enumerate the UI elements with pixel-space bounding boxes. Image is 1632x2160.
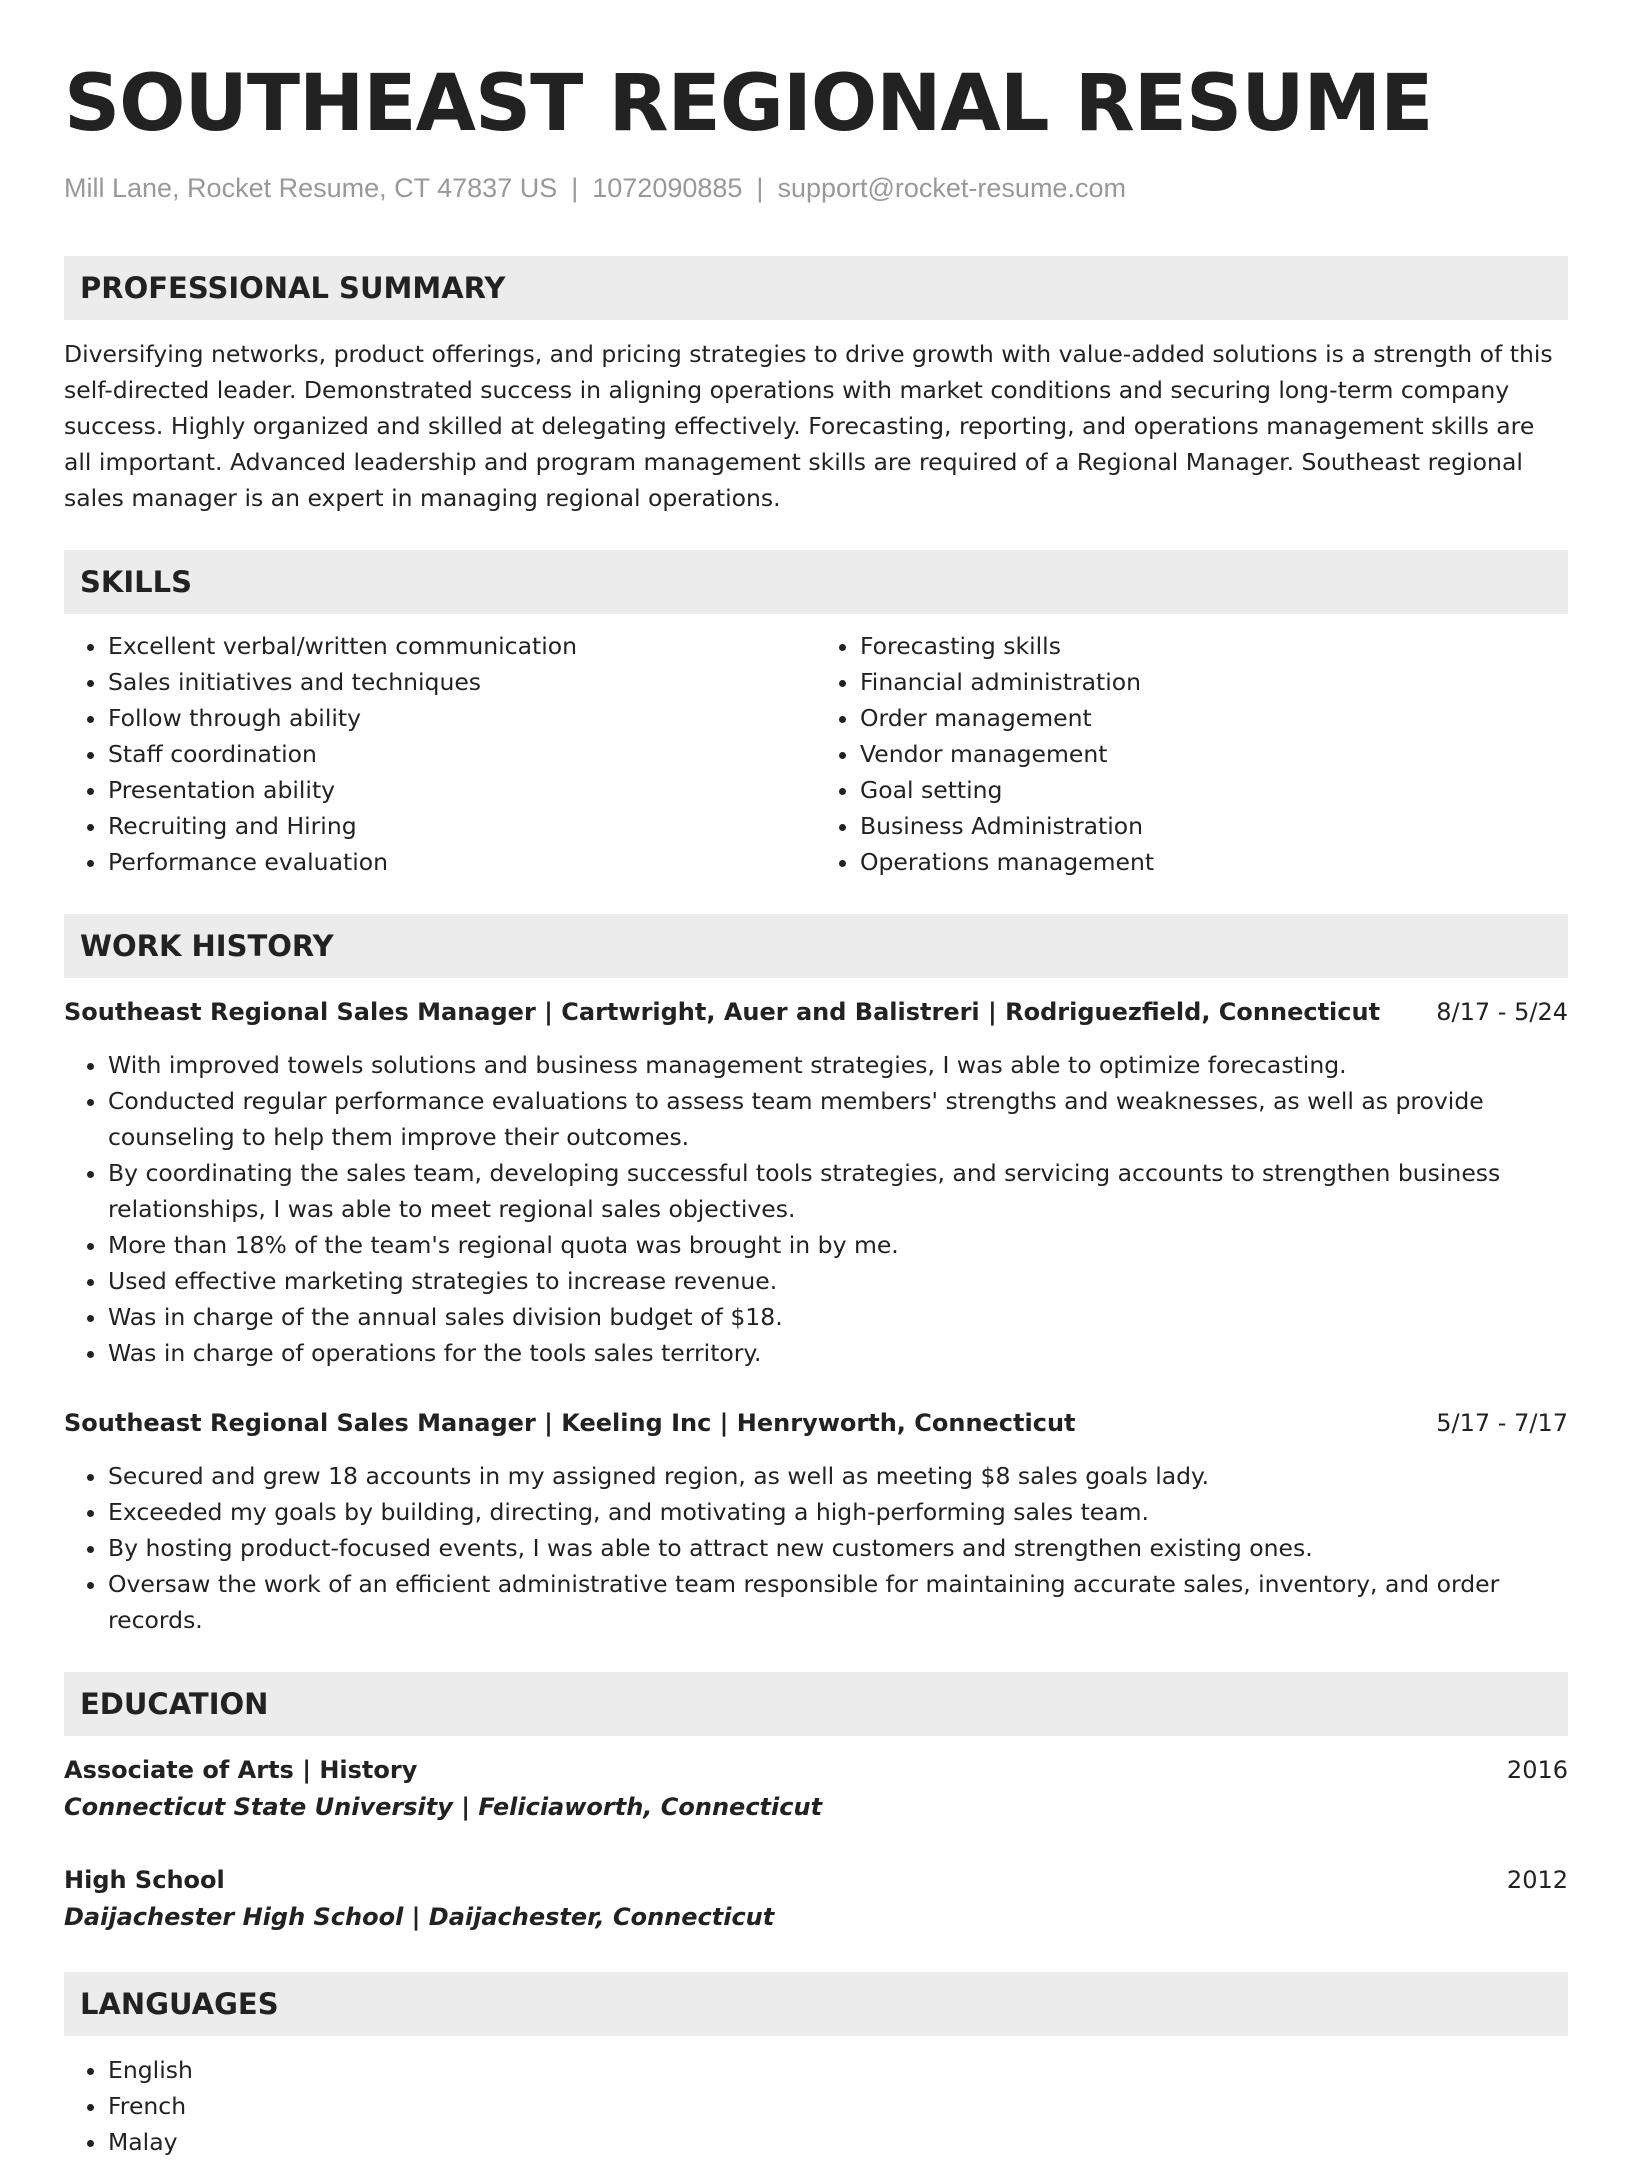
job-bullet: • With improved towels solutions and business management strategies, I was able to optimize forecasting.	[108, 1047, 1568, 1083]
education-header	[64, 1752, 1568, 1788]
job-dates: 5/17 - 7/17	[1436, 1409, 1568, 1437]
skills-column-right	[816, 628, 1568, 880]
skill-item: • Business Administration	[860, 808, 1568, 844]
skill-item: • Follow through ability	[108, 700, 816, 736]
skills-column-left	[64, 628, 816, 880]
job-bullet: • Exceeded my goals by building, directing, and motivating a high-performing sales team.	[108, 1494, 1568, 1530]
job-bullet: • Conducted regular performance evaluations to assess team members' strengths and weaknesses, as well as provide counseling to help them improve their outcomes.	[108, 1083, 1568, 1155]
contact-email: support@rocket-resume.com	[777, 173, 1126, 203]
job-entry	[64, 994, 1568, 1371]
languages-heading: LANGUAGES	[64, 1972, 1568, 2036]
job-title: Southeast Regional Sales Manager | Keeling Inc | Henryworth, Connecticut	[64, 1409, 1076, 1437]
job-dates: 8/17 - 5/24	[1436, 998, 1568, 1026]
job-bullet: • More than 18% of the team's regional quota was brought in by me.	[108, 1227, 1568, 1263]
skill-item: • Recruiting and Hiring	[108, 808, 816, 844]
job-bullet: • By coordinating the sales team, developing successful tools strategies, and servicing accounts to strengthen business relationships, I was able to meet regional sales objectives.	[108, 1155, 1568, 1227]
job-bullets	[64, 1458, 1568, 1638]
job-bullet: • Was in charge of operations for the tools sales territory.	[108, 1335, 1568, 1371]
education-degree: Associate of Arts | History	[64, 1756, 418, 1784]
skill-item: • Goal setting	[860, 772, 1568, 808]
job-header	[64, 1405, 1568, 1441]
resume-page	[64, 56, 1568, 2160]
skill-item: • Excellent verbal/written communication	[108, 628, 816, 664]
education-degree: High School	[64, 1866, 225, 1894]
job-entry	[64, 1405, 1568, 1638]
job-bullet: • Was in charge of the annual sales division budget of $18.	[108, 1299, 1568, 1335]
contact-phone: 1072090885	[592, 173, 743, 203]
skill-item: • Financial administration	[860, 664, 1568, 700]
skills-heading: SKILLS	[64, 550, 1568, 614]
summary-text: Diversifying networks, product offerings, and pricing strategies to drive growth with value-added solutions is a strength of this self-directed leader. Demonstrated success in aligning operations with market conditions and securing long-term company success. Highly organized and skilled at delegating effectively. Forecasting, reporting, and operations management skills are all important. Advanced leadership and program management skills are required of a Regional Manager. Southeast regional sales manager is an expert in managing regional operations.	[64, 340, 1553, 512]
contact-separator: |	[571, 173, 579, 203]
skill-item: • Performance evaluation	[108, 844, 816, 880]
education-year: 2016	[1506, 1756, 1568, 1784]
skill-item: • Operations management	[860, 844, 1568, 880]
skill-item: • Staff coordination	[108, 736, 816, 772]
skill-item: • Order management	[860, 700, 1568, 736]
job-bullet: • Secured and grew 18 accounts in my assigned region, as well as meeting $8 sales goals lady.	[108, 1458, 1568, 1494]
skill-item: • Vendor management	[860, 736, 1568, 772]
education-entry	[64, 1752, 1568, 1826]
contact-separator: |	[756, 173, 764, 203]
summary-heading: PROFESSIONAL SUMMARY	[64, 256, 1568, 320]
job-bullet: • Used effective marketing strategies to increase revenue.	[108, 1263, 1568, 1299]
language-item: • English	[108, 2052, 1568, 2088]
language-item: • French	[108, 2088, 1568, 2124]
job-title: Southeast Regional Sales Manager | Cartwright, Auer and Balistreri | Rodriguezfield, Connecticut	[64, 998, 1381, 1026]
job-bullets	[64, 1047, 1568, 1371]
skill-item: • Presentation ability	[108, 772, 816, 808]
education-school: Connecticut State University | Feliciaworth, Connecticut	[64, 1793, 823, 1821]
job-bullet: • By hosting product-focused events, I was able to attract new customers and strengthen existing ones.	[108, 1530, 1568, 1566]
skill-item: • Forecasting skills	[860, 628, 1568, 664]
education-header	[64, 1862, 1568, 1898]
languages-list	[64, 2052, 1568, 2160]
job-bullet: • Oversaw the work of an efficient administrative team responsible for maintaining accurate sales, inventory, and order records.	[108, 1566, 1568, 1638]
education-heading: EDUCATION	[64, 1672, 1568, 1736]
resume-name: SOUTHEAST REGIONAL RESUME	[64, 59, 1433, 149]
job-header	[64, 994, 1568, 1030]
skills-grid	[64, 628, 1568, 880]
education-year: 2012	[1506, 1866, 1568, 1894]
contact-line	[64, 170, 1568, 206]
skill-item: • Sales initiatives and techniques	[108, 664, 816, 700]
language-item: • Malay	[108, 2124, 1568, 2160]
education-school: Daijachester High School | Daijachester, Connecticut	[64, 1903, 775, 1931]
education-entry	[64, 1862, 1568, 1936]
contact-address: Mill Lane, Rocket Resume, CT 47837 US	[64, 173, 558, 203]
work-history-heading: WORK HISTORY	[64, 914, 1568, 978]
